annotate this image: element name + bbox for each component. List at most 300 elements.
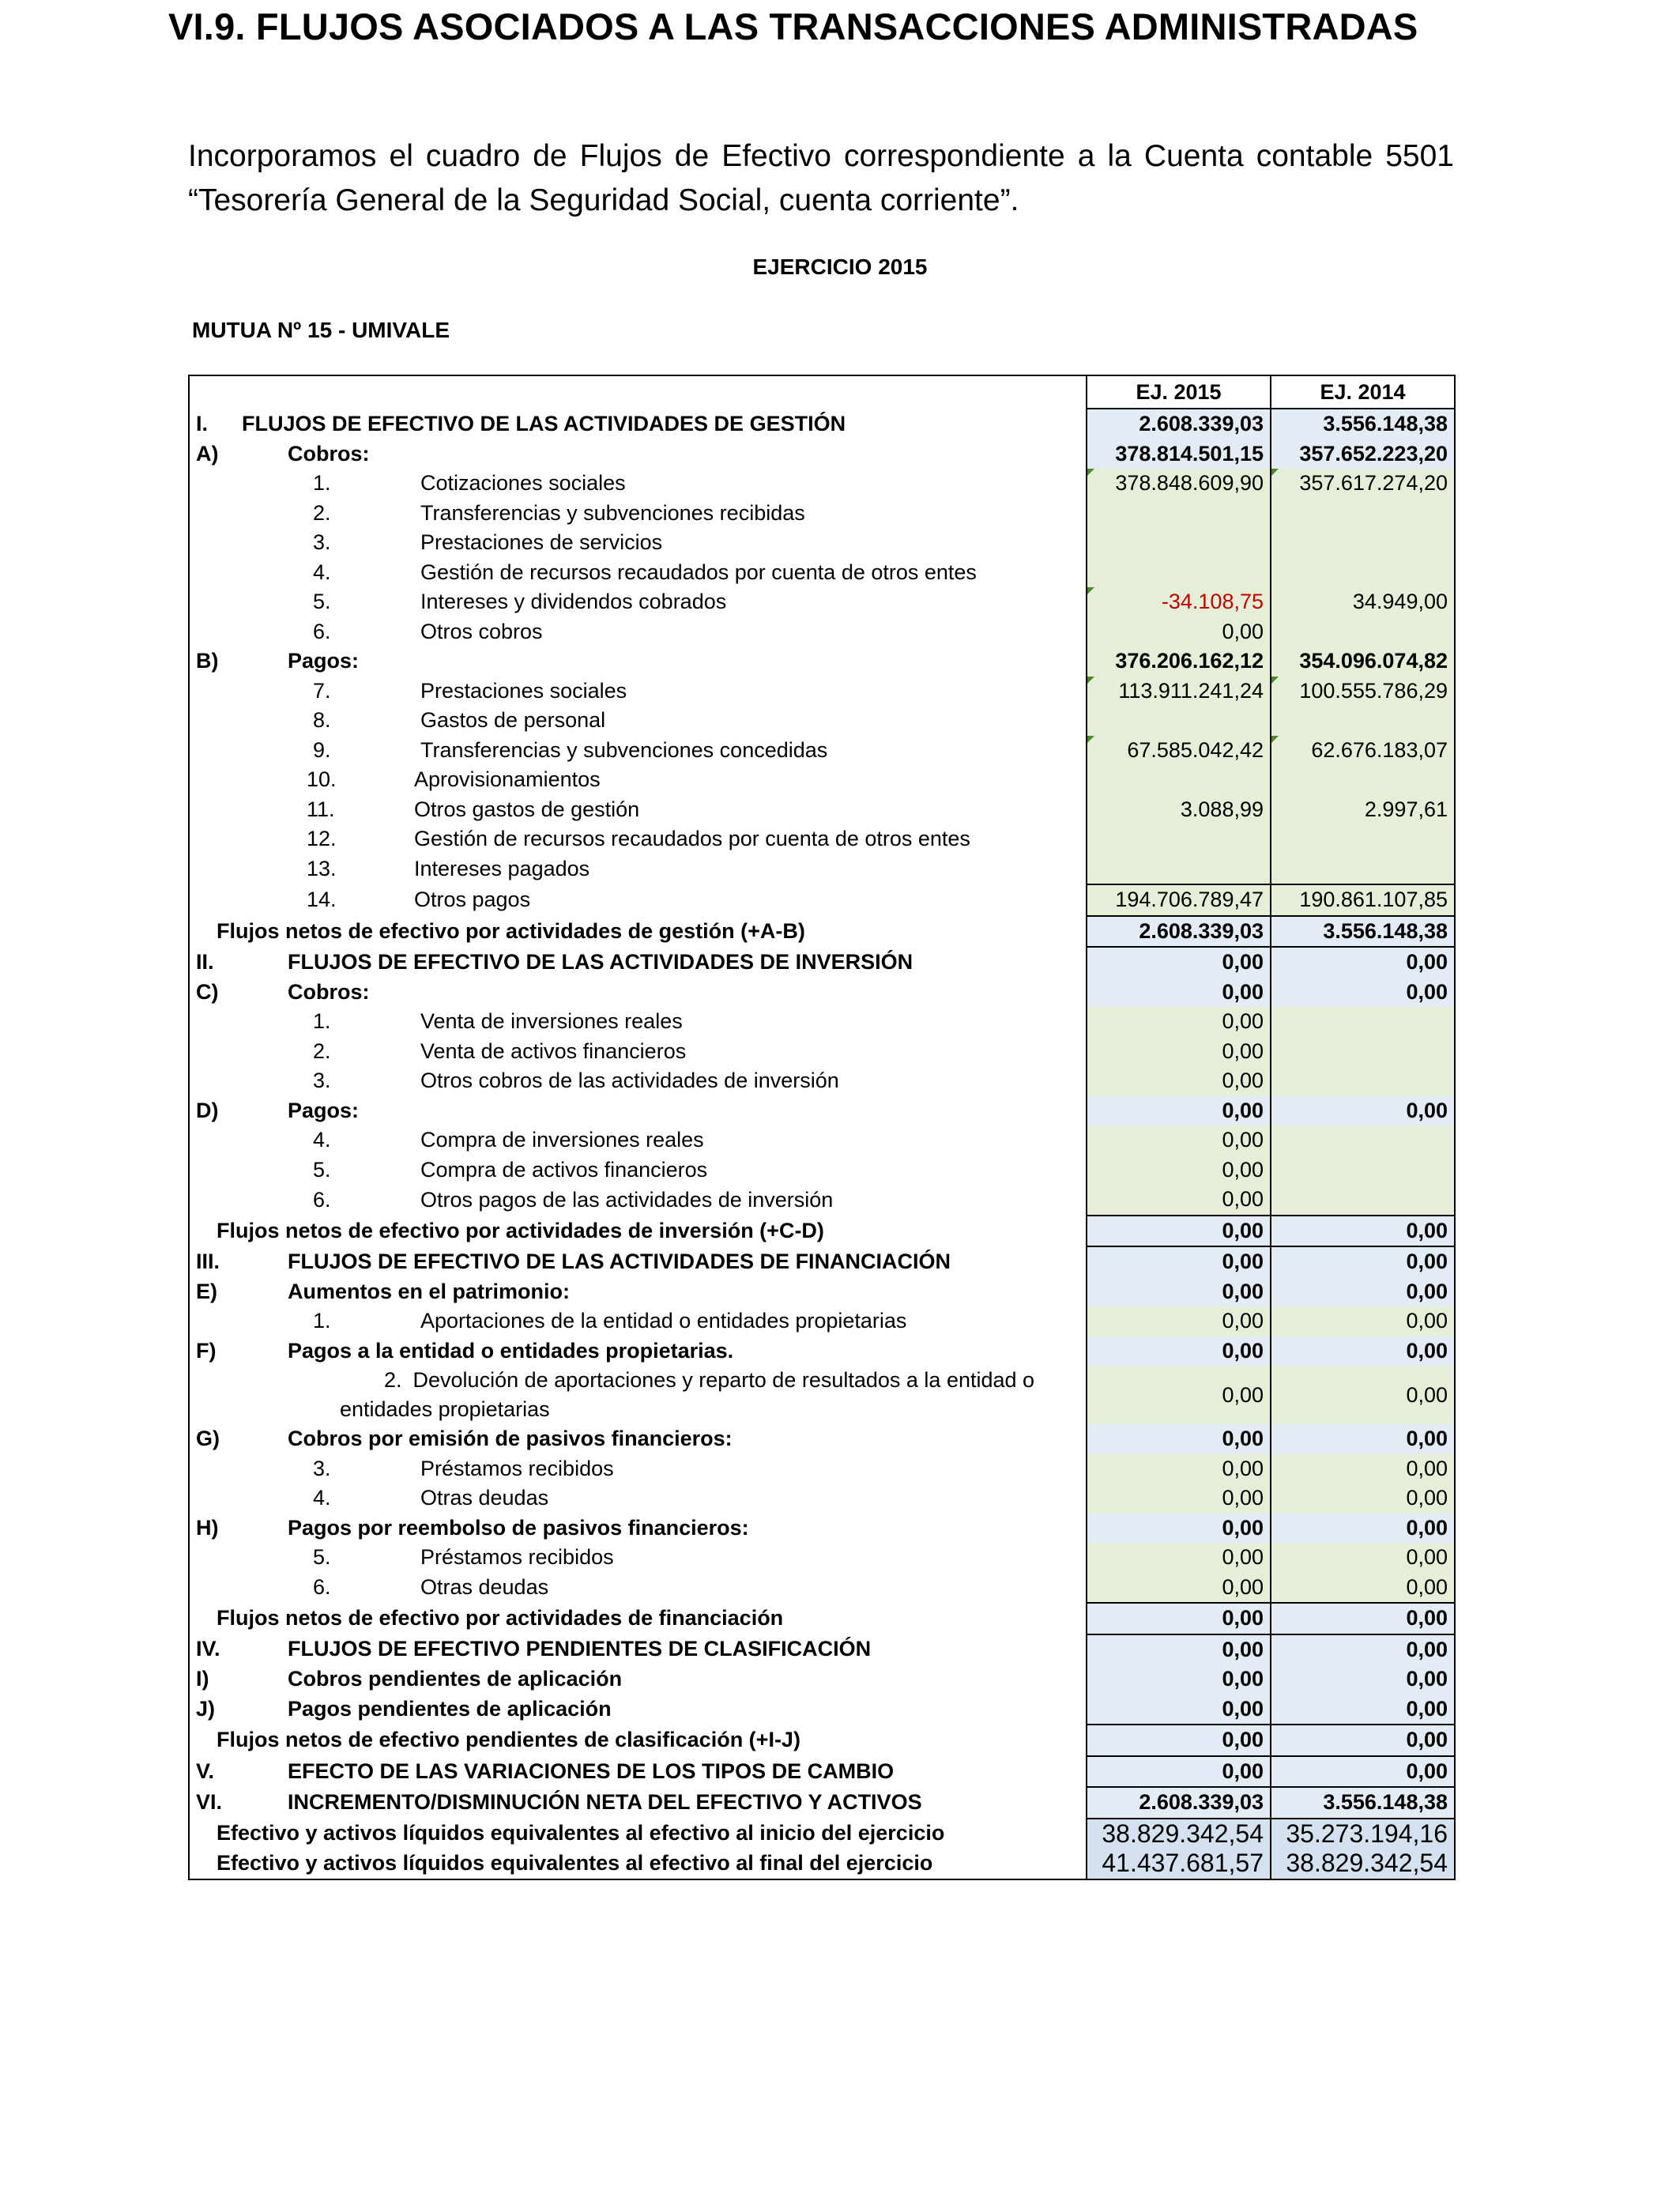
value-2014: [1271, 469, 1455, 499]
value-text: 0,00: [1406, 1637, 1448, 1661]
entity-name: MUTUA Nº 15 - UMIVALE: [192, 318, 450, 342]
value-2015: [1087, 677, 1271, 707]
value-2015: [1087, 558, 1271, 588]
value-text: 0,00: [1406, 1515, 1448, 1540]
line-item-number: 5.: [313, 1157, 331, 1182]
group-letter: I): [196, 1667, 209, 1691]
value-2015: [1087, 1306, 1271, 1336]
value-2014: [1271, 647, 1455, 677]
row-label-cell: [189, 795, 1087, 825]
line-item-text: Otros pagos de las actividades de inversión: [420, 1187, 834, 1212]
value-text: 0,00: [1222, 1382, 1264, 1407]
value-text: -34.108,75: [1161, 590, 1264, 614]
section-number: V.: [196, 1759, 215, 1783]
table-row: [189, 736, 1455, 766]
value-2014: [1271, 1336, 1455, 1367]
line-item-text: Gestión de recursos recaudados por cuenta de otros entes: [420, 560, 977, 584]
table-row: [189, 1483, 1455, 1514]
intro-paragraph: Incorporamos el cuadro de Flujos de Efectivo correspondiente a la Cuenta contable 5501 “Tesorería General de la Seguridad Social, cuenta corriente”.: [188, 139, 1454, 217]
row-label-cell: [189, 1603, 1087, 1634]
table-row: [189, 1155, 1455, 1186]
value-2015: [1087, 854, 1271, 885]
value-2014: [1271, 1366, 1455, 1424]
line-item-number: 4.: [313, 560, 331, 584]
value-2015: [1087, 439, 1271, 469]
row-label-cell: [189, 1514, 1087, 1544]
value-2015: [1087, 1424, 1271, 1454]
table-header-row: [189, 375, 1455, 409]
total-label: Flujos netos de efectivo por actividades de inversión (+C-D): [217, 1218, 824, 1242]
line-item-text: Otros gastos de gestión: [414, 797, 640, 821]
line-item-text: Intereses y dividendos cobrados: [420, 590, 727, 614]
value-2015: [1087, 1664, 1271, 1695]
table-row: [189, 916, 1455, 948]
section-number: I.: [196, 411, 209, 435]
value-2014: [1271, 1664, 1455, 1695]
value-2014: [1271, 528, 1455, 558]
table-row: [189, 1725, 1455, 1756]
table-row: [189, 1216, 1455, 1247]
value-text: 0,00: [1222, 1128, 1264, 1152]
value-text: 0,00: [1406, 1338, 1448, 1363]
line-item-number: 4.: [313, 1486, 331, 1510]
value-2014: [1271, 1096, 1455, 1126]
line-item-number: 6.: [313, 619, 331, 643]
value-text: 0,00: [1406, 1456, 1448, 1480]
line-item-number: 12.: [307, 827, 337, 851]
value-text: 0,00: [1222, 1157, 1264, 1182]
value-2015: [1087, 947, 1271, 978]
value-2015: [1087, 1066, 1271, 1096]
row-label-cell: [189, 617, 1087, 647]
line-item-text: Otros pagos: [414, 888, 531, 912]
value-text: 38.829.342,54: [1102, 1819, 1264, 1848]
row-label-cell: [189, 854, 1087, 885]
value-text: 0,00: [1406, 1309, 1448, 1333]
value-text: 0,00: [1406, 950, 1448, 974]
line-item-text: Aportaciones de la entidad o entidades propietarias: [420, 1309, 907, 1333]
value-2014: [1271, 499, 1455, 529]
value-2014: [1271, 1543, 1455, 1573]
section-title: INCREMENTO/DISMINUCIÓN NETA DEL EFECTIVO Y ACTIVOS: [288, 1790, 922, 1815]
line-item-number: 3.: [313, 1069, 331, 1093]
row-label-cell: [189, 1424, 1087, 1454]
row-label-cell: [189, 1037, 1087, 1067]
row-label-cell: [189, 409, 1087, 439]
group-letter: B): [196, 649, 219, 673]
value-text: 113.911.241,24: [1118, 678, 1264, 703]
row-label-cell: [189, 469, 1087, 499]
line-item-text: Compra de inversiones reales: [420, 1128, 704, 1152]
group-title: Pagos:: [288, 1098, 360, 1122]
table-row: [189, 947, 1455, 978]
value-2014: [1271, 1277, 1455, 1307]
table-row: [189, 978, 1455, 1008]
value-text: 190.861.107,85: [1299, 888, 1448, 912]
value-text: 0,00: [1406, 1218, 1448, 1242]
value-2015: [1087, 736, 1271, 766]
total-label: Efectivo y activos líquidos equivalentes al efectivo al final del ejercicio: [217, 1851, 933, 1875]
value-2015: [1087, 1155, 1271, 1186]
table-row: [189, 1756, 1455, 1788]
value-2014: [1271, 1066, 1455, 1096]
line-item-text: Cotizaciones sociales: [420, 471, 626, 496]
line-item-number: 13.: [307, 857, 337, 881]
value-text: 0,00: [1222, 1515, 1264, 1540]
line-item-text: Otros cobros de las actividades de inversión: [420, 1069, 839, 1093]
row-label-cell: [189, 499, 1087, 529]
table-row: [189, 528, 1455, 558]
row-label-cell: [189, 1336, 1087, 1367]
section-title: EFECTO DE LAS VARIACIONES DE LOS TIPOS DE CAMBIO: [288, 1759, 895, 1783]
value-text: 0,00: [1222, 1486, 1264, 1510]
line-item-text: Intereses pagados: [414, 857, 590, 881]
table-row: [189, 1849, 1455, 1879]
table-row: [189, 824, 1455, 854]
cash-flow-table: [188, 375, 1456, 1880]
table-row: [189, 558, 1455, 588]
value-text: 2.608.339,03: [1139, 1790, 1264, 1815]
line-item-text: Prestaciones de servicios: [420, 530, 663, 555]
line-item-number: 3.: [313, 530, 331, 555]
value-text: 0,00: [1222, 1574, 1264, 1599]
value-2015: [1087, 528, 1271, 558]
value-2015: [1087, 795, 1271, 825]
value-2014: [1271, 884, 1455, 916]
group-letter: A): [196, 441, 219, 466]
table-row: [189, 1603, 1455, 1634]
line-item-text: Préstamos recibidos: [420, 1545, 614, 1570]
group-letter: E): [196, 1279, 217, 1303]
value-2014: [1271, 677, 1455, 707]
value-2014: [1271, 947, 1455, 978]
value-2014: [1271, 1819, 1455, 1849]
row-label-cell: [189, 1277, 1087, 1307]
value-2014: [1271, 1514, 1455, 1544]
value-2015: [1087, 1634, 1271, 1665]
group-letter: J): [196, 1697, 216, 1721]
group-title: Pagos a la entidad o entidades propietarias.: [288, 1338, 734, 1363]
row-label-cell: [189, 765, 1087, 795]
value-2014: [1271, 824, 1455, 854]
value-text: 0,00: [1222, 1279, 1264, 1303]
table-row: [189, 647, 1455, 677]
value-text: 0,00: [1406, 1427, 1448, 1451]
value-text: 3.556.148,38: [1323, 1790, 1448, 1815]
line-item-text: Compra de activos financieros: [420, 1157, 708, 1182]
table-row: [189, 1336, 1455, 1367]
group-title: Cobros:: [288, 441, 370, 466]
value-text: 0,00: [1222, 1545, 1264, 1570]
value-text: 3.556.148,38: [1323, 918, 1448, 943]
table-row: [189, 1185, 1455, 1216]
value-2014: [1271, 1125, 1455, 1155]
value-2015: [1087, 884, 1271, 916]
value-text: 0,00: [1406, 1250, 1448, 1274]
table-row: [189, 677, 1455, 707]
table-row: [189, 706, 1455, 736]
value-text: 354.096.074,82: [1299, 649, 1448, 673]
value-text: 378.814.501,15: [1115, 441, 1264, 466]
total-label: Flujos netos de efectivo por actividades de financiación: [217, 1606, 784, 1630]
comment-marker-icon: [1271, 736, 1279, 743]
value-text: 100.555.786,29: [1299, 678, 1448, 703]
value-2015: [1087, 647, 1271, 677]
value-text: 2.997,61: [1364, 797, 1448, 821]
row-label-cell: [189, 824, 1087, 854]
value-text: 0,00: [1222, 619, 1264, 643]
row-label-cell: [189, 736, 1087, 766]
value-text: 0,00: [1222, 1728, 1264, 1752]
value-text: 0,00: [1406, 979, 1448, 1004]
value-text: 0,00: [1222, 979, 1264, 1004]
table-row: [189, 1454, 1455, 1484]
value-2014: [1271, 854, 1455, 885]
value-text: 0,00: [1222, 1309, 1264, 1333]
line-item-number: 4.: [313, 1128, 331, 1152]
row-label-cell: [189, 647, 1087, 677]
row-label-cell: [189, 1007, 1087, 1037]
group-letter: G): [196, 1427, 220, 1451]
value-text: 41.437.681,57: [1102, 1849, 1264, 1878]
table-row: [189, 1787, 1455, 1819]
value-2014: [1271, 558, 1455, 588]
value-2014: [1271, 1185, 1455, 1216]
table-row: [189, 1634, 1455, 1665]
value-2015: [1087, 1483, 1271, 1514]
comment-marker-icon: [1087, 587, 1094, 594]
value-text: 62.676.183,07: [1311, 737, 1448, 762]
section-title: FLUJOS DE EFECTIVO DE LAS ACTIVIDADES DE FINANCIACIÓN: [288, 1249, 951, 1273]
value-2015: [1087, 1725, 1271, 1756]
group-title: Cobros:: [288, 979, 370, 1004]
value-2015: [1087, 706, 1271, 736]
table-row: [189, 1819, 1455, 1849]
table-row: [189, 617, 1455, 647]
value-text: 0,00: [1406, 1759, 1448, 1783]
row-label-cell: [189, 439, 1087, 469]
table-row: [189, 1066, 1455, 1096]
value-2014: [1271, 587, 1455, 617]
value-2014: [1271, 409, 1455, 439]
value-text: 0,00: [1222, 1009, 1264, 1034]
value-text: 0,00: [1406, 1606, 1448, 1630]
line-item-text: Préstamos recibidos: [420, 1456, 614, 1480]
table-row: [189, 409, 1455, 439]
value-2015: [1087, 978, 1271, 1008]
value-2014: [1271, 1306, 1455, 1336]
row-label-cell: [189, 1819, 1087, 1849]
line-item-text: Otras deudas: [420, 1575, 549, 1600]
comment-marker-icon: [1271, 469, 1279, 476]
value-2015: [1087, 824, 1271, 854]
value-2015: [1087, 1695, 1271, 1725]
line-item-text: Transferencias y subvenciones concedidas: [420, 737, 828, 762]
row-label-cell: [189, 706, 1087, 736]
total-label: Flujos netos de efectivo por actividades de gestión (+A-B): [217, 918, 805, 943]
table-row: [189, 854, 1455, 885]
group-title: Pagos pendientes de aplicación: [288, 1697, 612, 1721]
total-label: Flujos netos de efectivo pendientes de clasificación (+I-J): [217, 1728, 800, 1752]
value-2014: [1271, 1424, 1455, 1454]
value-2015: [1087, 765, 1271, 795]
value-2014: [1271, 1849, 1455, 1879]
table-row: [189, 1277, 1455, 1307]
row-label-cell: [189, 677, 1087, 707]
row-label-cell: [189, 978, 1087, 1008]
value-text: 67.585.042,42: [1127, 737, 1264, 762]
value-text: 0,00: [1222, 1606, 1264, 1630]
row-label-cell: [189, 916, 1087, 948]
section-number: IV.: [196, 1637, 220, 1661]
value-2014: [1271, 736, 1455, 766]
line-item-text: Otros cobros: [420, 619, 543, 643]
line-item-number: 10.: [307, 767, 337, 792]
value-2015: [1087, 916, 1271, 948]
value-text: 0,00: [1406, 1728, 1448, 1752]
row-label-cell: [189, 1125, 1087, 1155]
value-2014: [1271, 978, 1455, 1008]
group-title: Cobros pendientes de aplicación: [288, 1667, 623, 1691]
value-text: 34.949,00: [1352, 590, 1448, 614]
row-label-cell: [189, 1185, 1087, 1216]
row-label-cell: [189, 1787, 1087, 1819]
comment-marker-icon: [1087, 469, 1094, 476]
line-item-text: Prestaciones sociales: [420, 678, 627, 703]
line-item-number: 2.: [313, 500, 331, 525]
row-label-cell: [189, 1756, 1087, 1788]
table-row: [189, 1543, 1455, 1573]
value-text: 0,00: [1222, 1098, 1264, 1122]
value-2015: [1087, 1277, 1271, 1307]
line-item-number: 5.: [313, 1545, 331, 1570]
row-label-cell: [189, 1664, 1087, 1695]
table-row: [189, 1664, 1455, 1695]
value-2015: [1087, 1514, 1271, 1544]
row-label-cell: [189, 528, 1087, 558]
group-title: Cobros por emisión de pasivos financieros:: [288, 1427, 733, 1451]
value-text: 3.556.148,38: [1323, 412, 1448, 436]
line-item-text: Gestión de recursos recaudados por cuenta de otros entes: [414, 827, 970, 851]
comment-marker-icon: [1271, 677, 1279, 684]
value-2014: [1271, 1037, 1455, 1067]
group-letter: H): [196, 1515, 219, 1540]
value-text: 0,00: [1222, 950, 1264, 974]
line-item-text: Transferencias y subvenciones recibidas: [420, 500, 805, 525]
value-2015: [1087, 1573, 1271, 1604]
value-text: 357.617.274,20: [1299, 471, 1448, 496]
fiscal-year-title: EJERCICIO 2015: [752, 254, 928, 279]
value-2014: [1271, 1695, 1455, 1725]
line-item-text: Venta de inversiones reales: [420, 1009, 683, 1034]
value-text: 0,00: [1406, 1486, 1448, 1510]
value-2015: [1087, 469, 1271, 499]
line-item-number: 6.: [313, 1575, 331, 1600]
value-2014: [1271, 1007, 1455, 1037]
value-2015: [1087, 1336, 1271, 1367]
value-2015: [1087, 1603, 1271, 1634]
value-text: 0,00: [1222, 1637, 1264, 1661]
row-label-cell: [189, 1096, 1087, 1126]
col-header-2015: EJ. 2015: [1087, 375, 1271, 409]
line-item-text: Venta de activos financieros: [420, 1039, 687, 1063]
value-text: 0,00: [1222, 1069, 1264, 1093]
table-row: [189, 795, 1455, 825]
value-2014: [1271, 916, 1455, 948]
row-label-cell: [189, 1246, 1087, 1277]
row-label-cell: [189, 1695, 1087, 1725]
value-text: 35.273.194,16: [1286, 1819, 1448, 1848]
table-row: [189, 765, 1455, 795]
value-2014: [1271, 1483, 1455, 1514]
line-item-number: 11.: [307, 797, 335, 821]
line-item-number: 7.: [313, 678, 331, 703]
table-row: [189, 1306, 1455, 1336]
value-text: 0,00: [1222, 1456, 1264, 1480]
line-item-number: 3.: [313, 1456, 331, 1480]
line-item-number: 14.: [307, 888, 337, 912]
value-2015: [1087, 1366, 1271, 1424]
value-2014: [1271, 1756, 1455, 1788]
table-row: [189, 439, 1455, 469]
table-row: [189, 1037, 1455, 1067]
value-2014: [1271, 706, 1455, 736]
line-item-text: Otras deudas: [420, 1486, 549, 1510]
group-letter: F): [196, 1338, 217, 1363]
row-label-cell: [189, 587, 1087, 617]
value-text: 0,00: [1406, 1574, 1448, 1599]
value-text: 0,00: [1222, 1187, 1264, 1212]
section-title: FLUJOS DE EFECTIVO DE LAS ACTIVIDADES DE GESTIÓN: [242, 411, 846, 435]
table-row: [189, 1096, 1455, 1126]
row-label-cell: [189, 1543, 1087, 1573]
table-row: [189, 1514, 1455, 1544]
group-title: Aumentos en el patrimonio:: [288, 1279, 571, 1303]
group-title: Pagos por reembolso de pasivos financieros:: [288, 1515, 749, 1540]
line-item-number: 2.: [384, 1368, 402, 1392]
row-label-cell: [189, 1573, 1087, 1604]
value-text: 0,00: [1222, 1039, 1264, 1063]
group-letter: C): [196, 979, 219, 1004]
value-2015: [1087, 1849, 1271, 1879]
value-2015: [1087, 1787, 1271, 1819]
section-number: VI.: [196, 1790, 223, 1815]
value-2015: [1087, 1125, 1271, 1155]
value-2015: [1087, 1037, 1271, 1067]
value-text: 0,00: [1222, 1218, 1264, 1242]
line-item-number: 5.: [313, 590, 331, 614]
value-text: 357.652.223,20: [1299, 441, 1448, 466]
value-2014: [1271, 617, 1455, 647]
value-2014: [1271, 1454, 1455, 1484]
section-title: FLUJOS DE EFECTIVO DE LAS ACTIVIDADES DE INVERSIÓN: [288, 949, 913, 974]
row-label-cell: [189, 1849, 1087, 1879]
value-2015: [1087, 1007, 1271, 1037]
value-2014: [1271, 1603, 1455, 1634]
line-item-number: 8.: [313, 708, 331, 733]
value-2014: [1271, 795, 1455, 825]
row-label-cell: [189, 1306, 1087, 1336]
value-text: 194.706.789,47: [1115, 888, 1264, 912]
value-text: 0,00: [1406, 1545, 1448, 1570]
table-row: [189, 499, 1455, 529]
value-2014: [1271, 439, 1455, 469]
line-item-number: 1.: [313, 471, 331, 496]
value-2015: [1087, 1543, 1271, 1573]
value-text: 0,00: [1222, 1759, 1264, 1783]
value-2015: [1087, 1096, 1271, 1126]
row-label-cell: [189, 1454, 1087, 1484]
